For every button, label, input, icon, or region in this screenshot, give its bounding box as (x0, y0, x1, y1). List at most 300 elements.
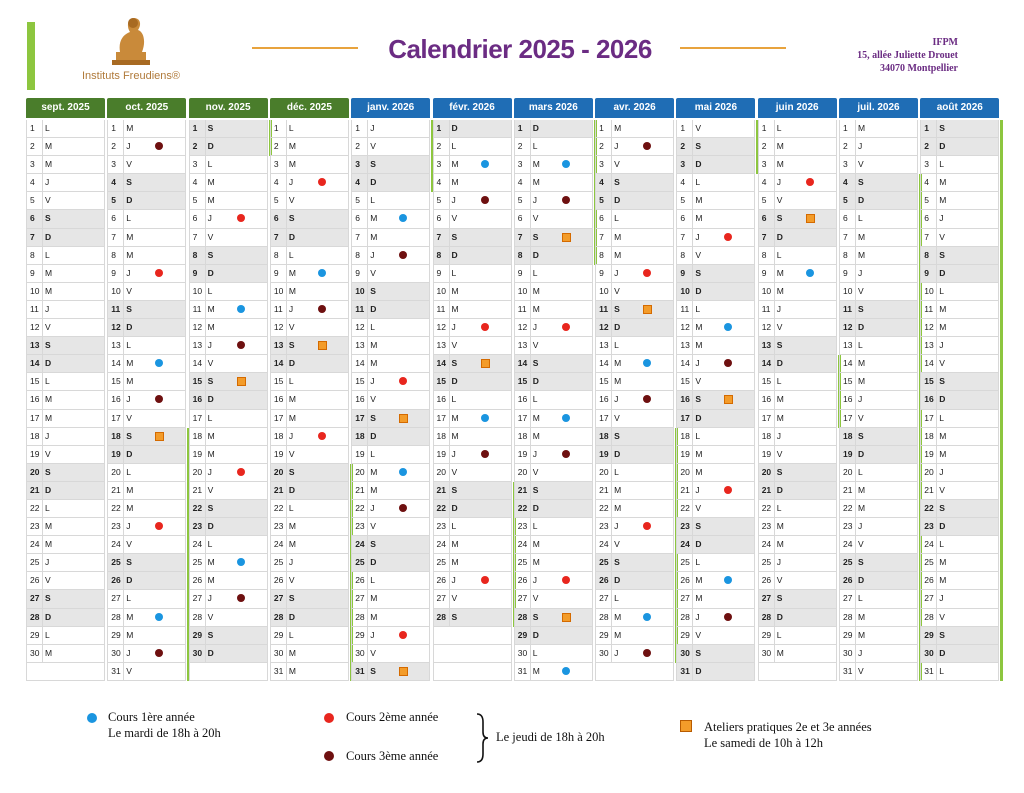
day-divider (530, 192, 531, 209)
day-divider (774, 609, 775, 626)
day-cell (514, 283, 593, 301)
day-divider (530, 319, 531, 336)
day-cell (514, 210, 593, 228)
day-cell (189, 337, 268, 355)
day-number: 11 (680, 303, 690, 314)
day-letter: D (207, 521, 214, 532)
day-letter: L (614, 466, 619, 477)
course-marker-icon (237, 468, 245, 476)
day-letter: D (45, 611, 52, 622)
day-divider (692, 609, 693, 626)
day-divider (530, 572, 531, 589)
day-number: 21 (924, 484, 934, 495)
day-cell (270, 192, 349, 210)
day-cell (839, 446, 918, 464)
day-divider (774, 337, 775, 354)
day-number: 10 (111, 285, 121, 296)
day-cell (514, 446, 593, 464)
day-cell (514, 156, 593, 174)
day-divider (692, 518, 693, 535)
day-number: 9 (436, 267, 442, 278)
day-letter: D (532, 123, 539, 133)
day-number: 18 (436, 430, 446, 441)
day-cell (107, 247, 186, 265)
day-divider (367, 319, 368, 336)
day-cell (351, 554, 430, 572)
day-letter: M (939, 322, 947, 333)
day-divider (855, 120, 856, 137)
day-cell (595, 247, 674, 265)
day-cell (595, 156, 674, 174)
day-divider (286, 156, 287, 173)
day-divider (855, 174, 856, 191)
day-number: 23 (273, 521, 284, 532)
day-cell (26, 373, 105, 391)
day-divider (692, 410, 693, 427)
day-cell (758, 609, 837, 627)
day-cell (920, 355, 999, 373)
day-divider (42, 500, 43, 517)
day-letter: M (614, 376, 622, 387)
day-divider (286, 518, 287, 535)
day-divider (611, 355, 612, 372)
atelier-marker-icon (237, 377, 246, 386)
day-number: 12 (761, 322, 772, 333)
day-divider (855, 283, 856, 300)
day-number: 27 (436, 593, 446, 604)
day-number: 1 (517, 123, 523, 133)
day-letter: J (288, 177, 294, 188)
atelier-marker-icon (155, 432, 164, 441)
day-number: 22 (680, 502, 690, 513)
day-letter: S (207, 123, 214, 133)
day-letter: V (939, 358, 945, 369)
day-divider (367, 500, 368, 517)
day-number: 25 (30, 557, 40, 568)
brace-icon (474, 712, 490, 764)
month-column (758, 98, 837, 686)
day-cell (351, 428, 430, 446)
day-number: 21 (761, 484, 772, 495)
day-number: 20 (111, 466, 121, 477)
day-letter: V (207, 358, 214, 369)
day-divider (449, 554, 450, 571)
day-divider (205, 210, 206, 227)
day-letter: D (776, 358, 783, 369)
day-number: 1 (355, 123, 360, 133)
day-number: 19 (355, 448, 365, 459)
day-divider (286, 645, 287, 662)
day-cell (270, 590, 349, 608)
day-number: 25 (761, 557, 772, 568)
day-number: 23 (436, 521, 446, 532)
day-cell (839, 609, 918, 627)
day-cell (189, 500, 268, 518)
day-number: 25 (192, 557, 203, 568)
course-marker-icon (237, 214, 245, 222)
day-divider (367, 428, 368, 445)
day-cell (514, 645, 593, 663)
day-divider (286, 410, 287, 427)
day-letter: S (695, 267, 702, 278)
day-letter: M (776, 394, 784, 405)
day-divider (42, 373, 43, 390)
day-letter: L (939, 539, 945, 550)
day-cell (26, 229, 105, 247)
day-divider (530, 518, 531, 535)
day-divider (205, 446, 206, 463)
day-divider (42, 319, 43, 336)
month-header: avr. 2026 (595, 98, 674, 118)
day-number: 23 (843, 521, 853, 532)
day-number: 25 (355, 557, 365, 568)
day-divider (936, 337, 937, 354)
day-divider (205, 156, 206, 173)
day-divider (774, 192, 775, 209)
day-cell (595, 663, 674, 681)
day-number: 18 (680, 430, 690, 441)
day-letter: V (370, 141, 376, 152)
day-divider (611, 518, 612, 535)
course-marker-icon (237, 341, 245, 349)
day-number: 10 (273, 285, 284, 296)
day-cell (758, 645, 837, 663)
day-cell (676, 283, 755, 301)
day-number: 28 (599, 611, 609, 622)
month-column (351, 98, 430, 686)
day-number: 31 (924, 665, 934, 676)
day-divider (530, 428, 531, 445)
course-marker-icon (562, 160, 570, 168)
day-number: 3 (680, 159, 686, 170)
course-marker-icon (481, 323, 489, 331)
day-divider (123, 663, 124, 680)
day-letter: V (614, 285, 620, 296)
day-letter: L (776, 249, 782, 260)
day-divider (449, 120, 450, 137)
day-letter: M (288, 665, 296, 676)
day-cell (595, 627, 674, 645)
day-divider (530, 355, 531, 372)
day-letter: D (858, 448, 865, 459)
day-divider (286, 229, 287, 246)
day-cell (26, 446, 105, 464)
day-divider (205, 554, 206, 571)
course-marker-icon (237, 558, 245, 566)
day-letter: S (45, 340, 51, 351)
day-cell (839, 500, 918, 518)
day-letter: L (858, 213, 863, 224)
day-cell (433, 283, 512, 301)
day-number: 24 (192, 539, 203, 550)
day-number: 20 (680, 466, 690, 477)
day-divider (367, 645, 368, 662)
day-number: 2 (761, 141, 767, 152)
day-cell (920, 373, 999, 391)
day-number: 27 (355, 593, 365, 604)
day-letter: M (45, 539, 53, 550)
day-divider (774, 156, 775, 173)
day-number: 8 (599, 249, 604, 260)
day-cell (758, 138, 837, 156)
day-cell (351, 138, 430, 156)
day-cell (189, 138, 268, 156)
day-divider (205, 518, 206, 535)
day-cell (351, 645, 430, 663)
day-number: 22 (924, 502, 934, 513)
day-number: 15 (761, 376, 772, 387)
day-cell (758, 554, 837, 572)
legend-cours-1-time: Le mardi de 18h à 20h (108, 726, 221, 740)
day-number: 12 (517, 322, 528, 333)
day-number: 10 (843, 285, 853, 296)
day-letter: M (451, 557, 459, 568)
day-letter: M (532, 412, 540, 423)
day-number: 10 (924, 285, 934, 296)
day-divider (286, 301, 287, 318)
day-number: 14 (436, 358, 446, 369)
day-divider (123, 391, 124, 408)
day-number: 13 (599, 340, 609, 351)
day-divider (42, 355, 43, 372)
day-letter: J (614, 267, 619, 278)
day-number: 16 (924, 394, 934, 405)
day-cell (920, 192, 999, 210)
day-cell (595, 138, 674, 156)
day-letter: M (532, 303, 540, 314)
day-letter: J (532, 195, 538, 206)
day-letter: V (776, 448, 783, 459)
course-marker-icon (399, 504, 407, 512)
month-column (107, 98, 186, 686)
day-cell (595, 355, 674, 373)
day-letter: V (207, 231, 214, 242)
day-number: 6 (111, 213, 117, 224)
day-number: 31 (355, 665, 365, 676)
day-letter: S (370, 412, 376, 423)
day-cell (26, 283, 105, 301)
day-cell (26, 464, 105, 482)
day-cell (107, 138, 186, 156)
day-letter: D (370, 557, 377, 568)
day-divider (205, 247, 206, 264)
day-number: 19 (761, 448, 772, 459)
day-divider (530, 391, 531, 408)
day-letter: V (695, 123, 702, 133)
day-number: 18 (599, 430, 609, 441)
day-divider (205, 337, 206, 354)
day-divider (123, 536, 124, 553)
day-number: 21 (680, 484, 690, 495)
day-letter: M (451, 539, 459, 550)
day-divider (205, 319, 206, 336)
day-cell (839, 627, 918, 645)
day-cell (26, 609, 105, 627)
day-divider (205, 120, 206, 137)
day-number: 19 (599, 448, 609, 459)
day-letter: D (695, 412, 702, 423)
day-number: 15 (111, 376, 121, 387)
day-cell (839, 464, 918, 482)
day-divider (774, 464, 775, 481)
day-cell (433, 536, 512, 554)
day-number: 27 (273, 593, 284, 604)
day-cell (26, 265, 105, 283)
day-number: 30 (517, 647, 528, 658)
day-letter: M (776, 412, 784, 423)
day-cell (351, 518, 430, 536)
day-letter: M (288, 647, 296, 658)
day-number: 9 (680, 267, 686, 278)
day-cell (270, 229, 349, 247)
day-number: 24 (273, 539, 284, 550)
day-letter: L (858, 466, 863, 477)
month-header: août 2026 (920, 98, 999, 118)
day-letter: L (614, 340, 619, 351)
day-cell (595, 229, 674, 247)
day-number: 24 (355, 539, 365, 550)
day-cell (107, 120, 186, 138)
day-divider (205, 572, 206, 589)
day-letter: J (858, 267, 863, 278)
day-cell (920, 590, 999, 608)
day-letter: M (695, 448, 703, 459)
day-cell (270, 373, 349, 391)
day-divider (123, 156, 124, 173)
day-number: 26 (273, 575, 284, 586)
day-number: 3 (517, 159, 523, 170)
day-divider (692, 482, 693, 499)
day-divider (123, 446, 124, 463)
legend-atelier-time: Le samedi de 10h à 12h (704, 736, 824, 750)
day-number: 4 (273, 177, 279, 188)
day-divider (530, 627, 531, 644)
course-marker-icon (806, 269, 814, 277)
day-cell (839, 482, 918, 500)
day-letter: D (939, 267, 946, 278)
day-cell (270, 554, 349, 572)
day-number: 2 (355, 141, 360, 152)
day-cell (514, 229, 593, 247)
day-divider (286, 120, 287, 137)
course-marker-icon (155, 395, 163, 403)
day-letter: L (614, 593, 619, 604)
day-letter: L (126, 340, 132, 351)
day-cell (920, 156, 999, 174)
day-divider (936, 192, 937, 209)
day-letter: V (370, 267, 376, 278)
course-marker-icon (155, 142, 163, 150)
day-number: 15 (273, 376, 284, 387)
day-number: 20 (761, 466, 772, 477)
day-cell (920, 428, 999, 446)
day-number: 17 (273, 412, 284, 423)
day-cell (26, 428, 105, 446)
day-letter: M (776, 141, 784, 152)
day-number: 2 (111, 141, 117, 152)
day-cell (839, 301, 918, 319)
day-cell (107, 500, 186, 518)
day-cell (920, 229, 999, 247)
day-divider (205, 410, 206, 427)
day-cell (676, 120, 755, 138)
day-cell (514, 391, 593, 409)
day-letter: D (532, 502, 539, 513)
day-number: 6 (192, 213, 198, 224)
day-cell (514, 536, 593, 554)
day-cell (920, 663, 999, 681)
day-letter: J (858, 394, 863, 405)
month-header: janv. 2026 (351, 98, 430, 118)
day-divider (530, 301, 531, 318)
day-divider (774, 645, 775, 662)
day-divider (123, 645, 124, 662)
day-cell (107, 609, 186, 627)
day-cell (839, 428, 918, 446)
day-cell (433, 482, 512, 500)
day-number: 17 (517, 412, 528, 423)
day-number: 20 (273, 466, 284, 477)
day-number: 28 (517, 611, 528, 622)
day-letter: M (776, 647, 784, 658)
day-cell (676, 247, 755, 265)
course-marker-icon (643, 269, 651, 277)
day-letter: M (126, 629, 134, 640)
day-divider (42, 627, 43, 644)
day-letter: J (939, 213, 944, 224)
day-letter: M (858, 629, 866, 640)
day-divider (449, 210, 450, 227)
day-divider (936, 464, 937, 481)
day-cell (514, 265, 593, 283)
day-cell (433, 609, 512, 627)
day-letter: M (207, 303, 215, 314)
course-marker-icon (562, 414, 570, 422)
day-cell (758, 319, 837, 337)
day-divider (936, 554, 937, 571)
day-number: 23 (680, 521, 690, 532)
day-letter: M (207, 575, 215, 586)
day-number: 8 (517, 249, 523, 260)
day-number: 22 (436, 502, 446, 513)
day-divider (855, 265, 856, 282)
day-letter: D (614, 575, 621, 586)
day-letter: D (288, 358, 296, 369)
course-marker-icon (481, 576, 489, 584)
day-cell (189, 247, 268, 265)
day-number: 18 (30, 430, 40, 441)
day-divider (367, 609, 368, 626)
atelier-marker-icon (724, 395, 733, 404)
day-number: 26 (599, 575, 609, 586)
day-number: 25 (111, 557, 121, 568)
day-divider (367, 373, 368, 390)
day-letter: M (45, 394, 53, 405)
day-number: 19 (273, 448, 284, 459)
day-cell (676, 536, 755, 554)
day-number: 7 (30, 231, 35, 242)
legend-jeudi: Le jeudi de 18h à 20h (496, 730, 605, 744)
day-cell (514, 428, 593, 446)
day-cell (839, 210, 918, 228)
course-marker-icon (643, 613, 651, 621)
day-number: 28 (843, 611, 853, 622)
day-divider (367, 355, 368, 372)
day-divider (530, 609, 531, 626)
day-number: 28 (436, 611, 446, 622)
day-cell (839, 410, 918, 428)
day-divider (42, 156, 43, 173)
